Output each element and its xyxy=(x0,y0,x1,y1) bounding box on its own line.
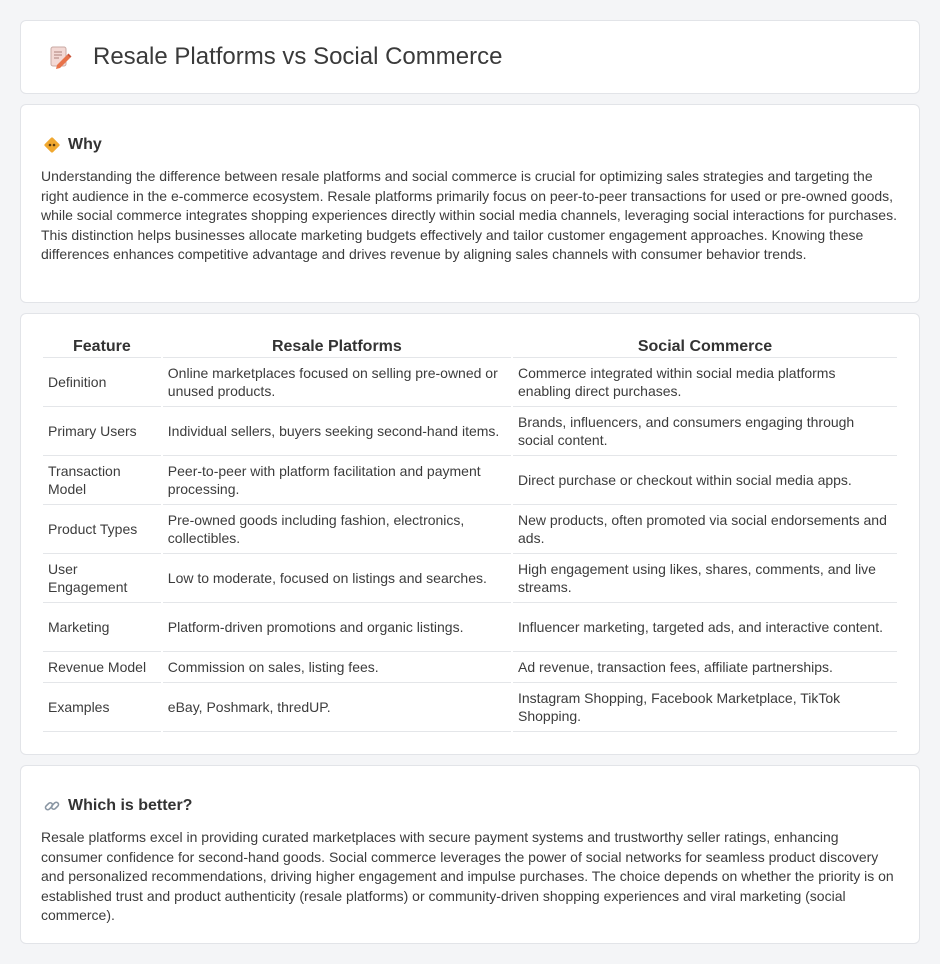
table-cell: Peer-to-peer with platform facilitation and payment processing. xyxy=(163,456,511,505)
table-cell: Product Types xyxy=(43,505,161,554)
why-title: Why xyxy=(68,136,102,153)
table-cell: Pre-owned goods including fashion, electronics, collectibles. xyxy=(163,505,511,554)
which-is-better-body: Resale platforms excel in providing curated marketplaces with secure payment systems and trustworthy seller ratings, enhancing consumer confidence for second-hand goods. Social commerce leverages the power of social networks for seamless product discovery and personalized recommendations, driving higher engagement and impulse purchases. The choice depends on whether the priority is on established trust and product authenticity (resale platforms) or community-driven shopping experiences and viral marketing (social commerce). xyxy=(41,829,894,923)
table-cell: User Engagement xyxy=(43,554,161,603)
link-icon xyxy=(43,797,61,815)
why-section xyxy=(20,104,920,303)
table-cell: High engagement using likes, shares, comments, and live streams. xyxy=(513,554,897,603)
document-pencil-icon xyxy=(45,43,73,71)
table-header-row xyxy=(43,336,897,358)
which-is-better-title: Which is better? xyxy=(68,797,193,814)
table-cell: New products, often promoted via social endorsements and ads. xyxy=(513,505,897,554)
comparison-table-card xyxy=(20,313,920,755)
table-cell: Transaction Model xyxy=(43,456,161,505)
table-cell: Individual sellers, buyers seeking second-hand items. xyxy=(163,407,511,456)
table-row xyxy=(43,683,897,732)
road-sign-icon xyxy=(43,136,61,154)
table-cell: Commerce integrated within social media platforms enabling direct purchases. xyxy=(513,358,897,407)
table-cell: Direct purchase or checkout within social media apps. xyxy=(513,456,897,505)
which-is-better-section xyxy=(20,765,920,944)
table-row xyxy=(43,358,897,407)
table-row xyxy=(43,603,897,652)
table-cell: Instagram Shopping, Facebook Marketplace, TikTok Shopping. xyxy=(513,683,897,732)
table-row xyxy=(43,652,897,683)
comparison-table xyxy=(41,336,899,732)
table-cell: Low to moderate, focused on listings and searches. xyxy=(163,554,511,603)
table-cell: Examples xyxy=(43,683,161,732)
table-cell: Primary Users xyxy=(43,407,161,456)
table-cell: Revenue Model xyxy=(43,652,161,683)
table-row xyxy=(43,505,897,554)
title-card xyxy=(20,20,920,94)
table-cell: Ad revenue, transaction fees, affiliate partnerships. xyxy=(513,652,897,683)
table-cell: Platform-driven promotions and organic listings. xyxy=(163,603,511,652)
table-row xyxy=(43,407,897,456)
table-cell: eBay, Poshmark, thredUP. xyxy=(163,683,511,732)
table-cell: Definition xyxy=(43,358,161,407)
table-cell: Marketing xyxy=(43,603,161,652)
why-body: Understanding the difference between resale platforms and social commerce is crucial for optimizing sales strategies and targeting the right audience in the e-commerce ecosystem. Resale platforms primarily focus on peer-to-peer transactions for used or pre-owned goods, while social commerce integrates shopping experiences directly within social media channels, leveraging social interactions for purchases. This distinction helps businesses allocate marketing budgets effectively and tailor customer engagement approaches. Knowing these differences enhances competitive advantage and drives revenue by aligning sales channels with consumer behavior trends. xyxy=(41,168,897,262)
table-row xyxy=(43,456,897,505)
table-cell: Online marketplaces focused on selling pre-owned or unused products. xyxy=(163,358,511,407)
page-title: Resale Platforms vs Social Commerce xyxy=(93,43,503,70)
column-header: Social Commerce xyxy=(513,336,897,358)
table-cell: Influencer marketing, targeted ads, and interactive content. xyxy=(513,603,897,652)
table-cell: Commission on sales, listing fees. xyxy=(163,652,511,683)
column-header: Feature xyxy=(43,336,161,358)
table-cell: Brands, influencers, and consumers engaging through social content. xyxy=(513,407,897,456)
column-header: Resale Platforms xyxy=(163,336,511,358)
table-row xyxy=(43,554,897,603)
